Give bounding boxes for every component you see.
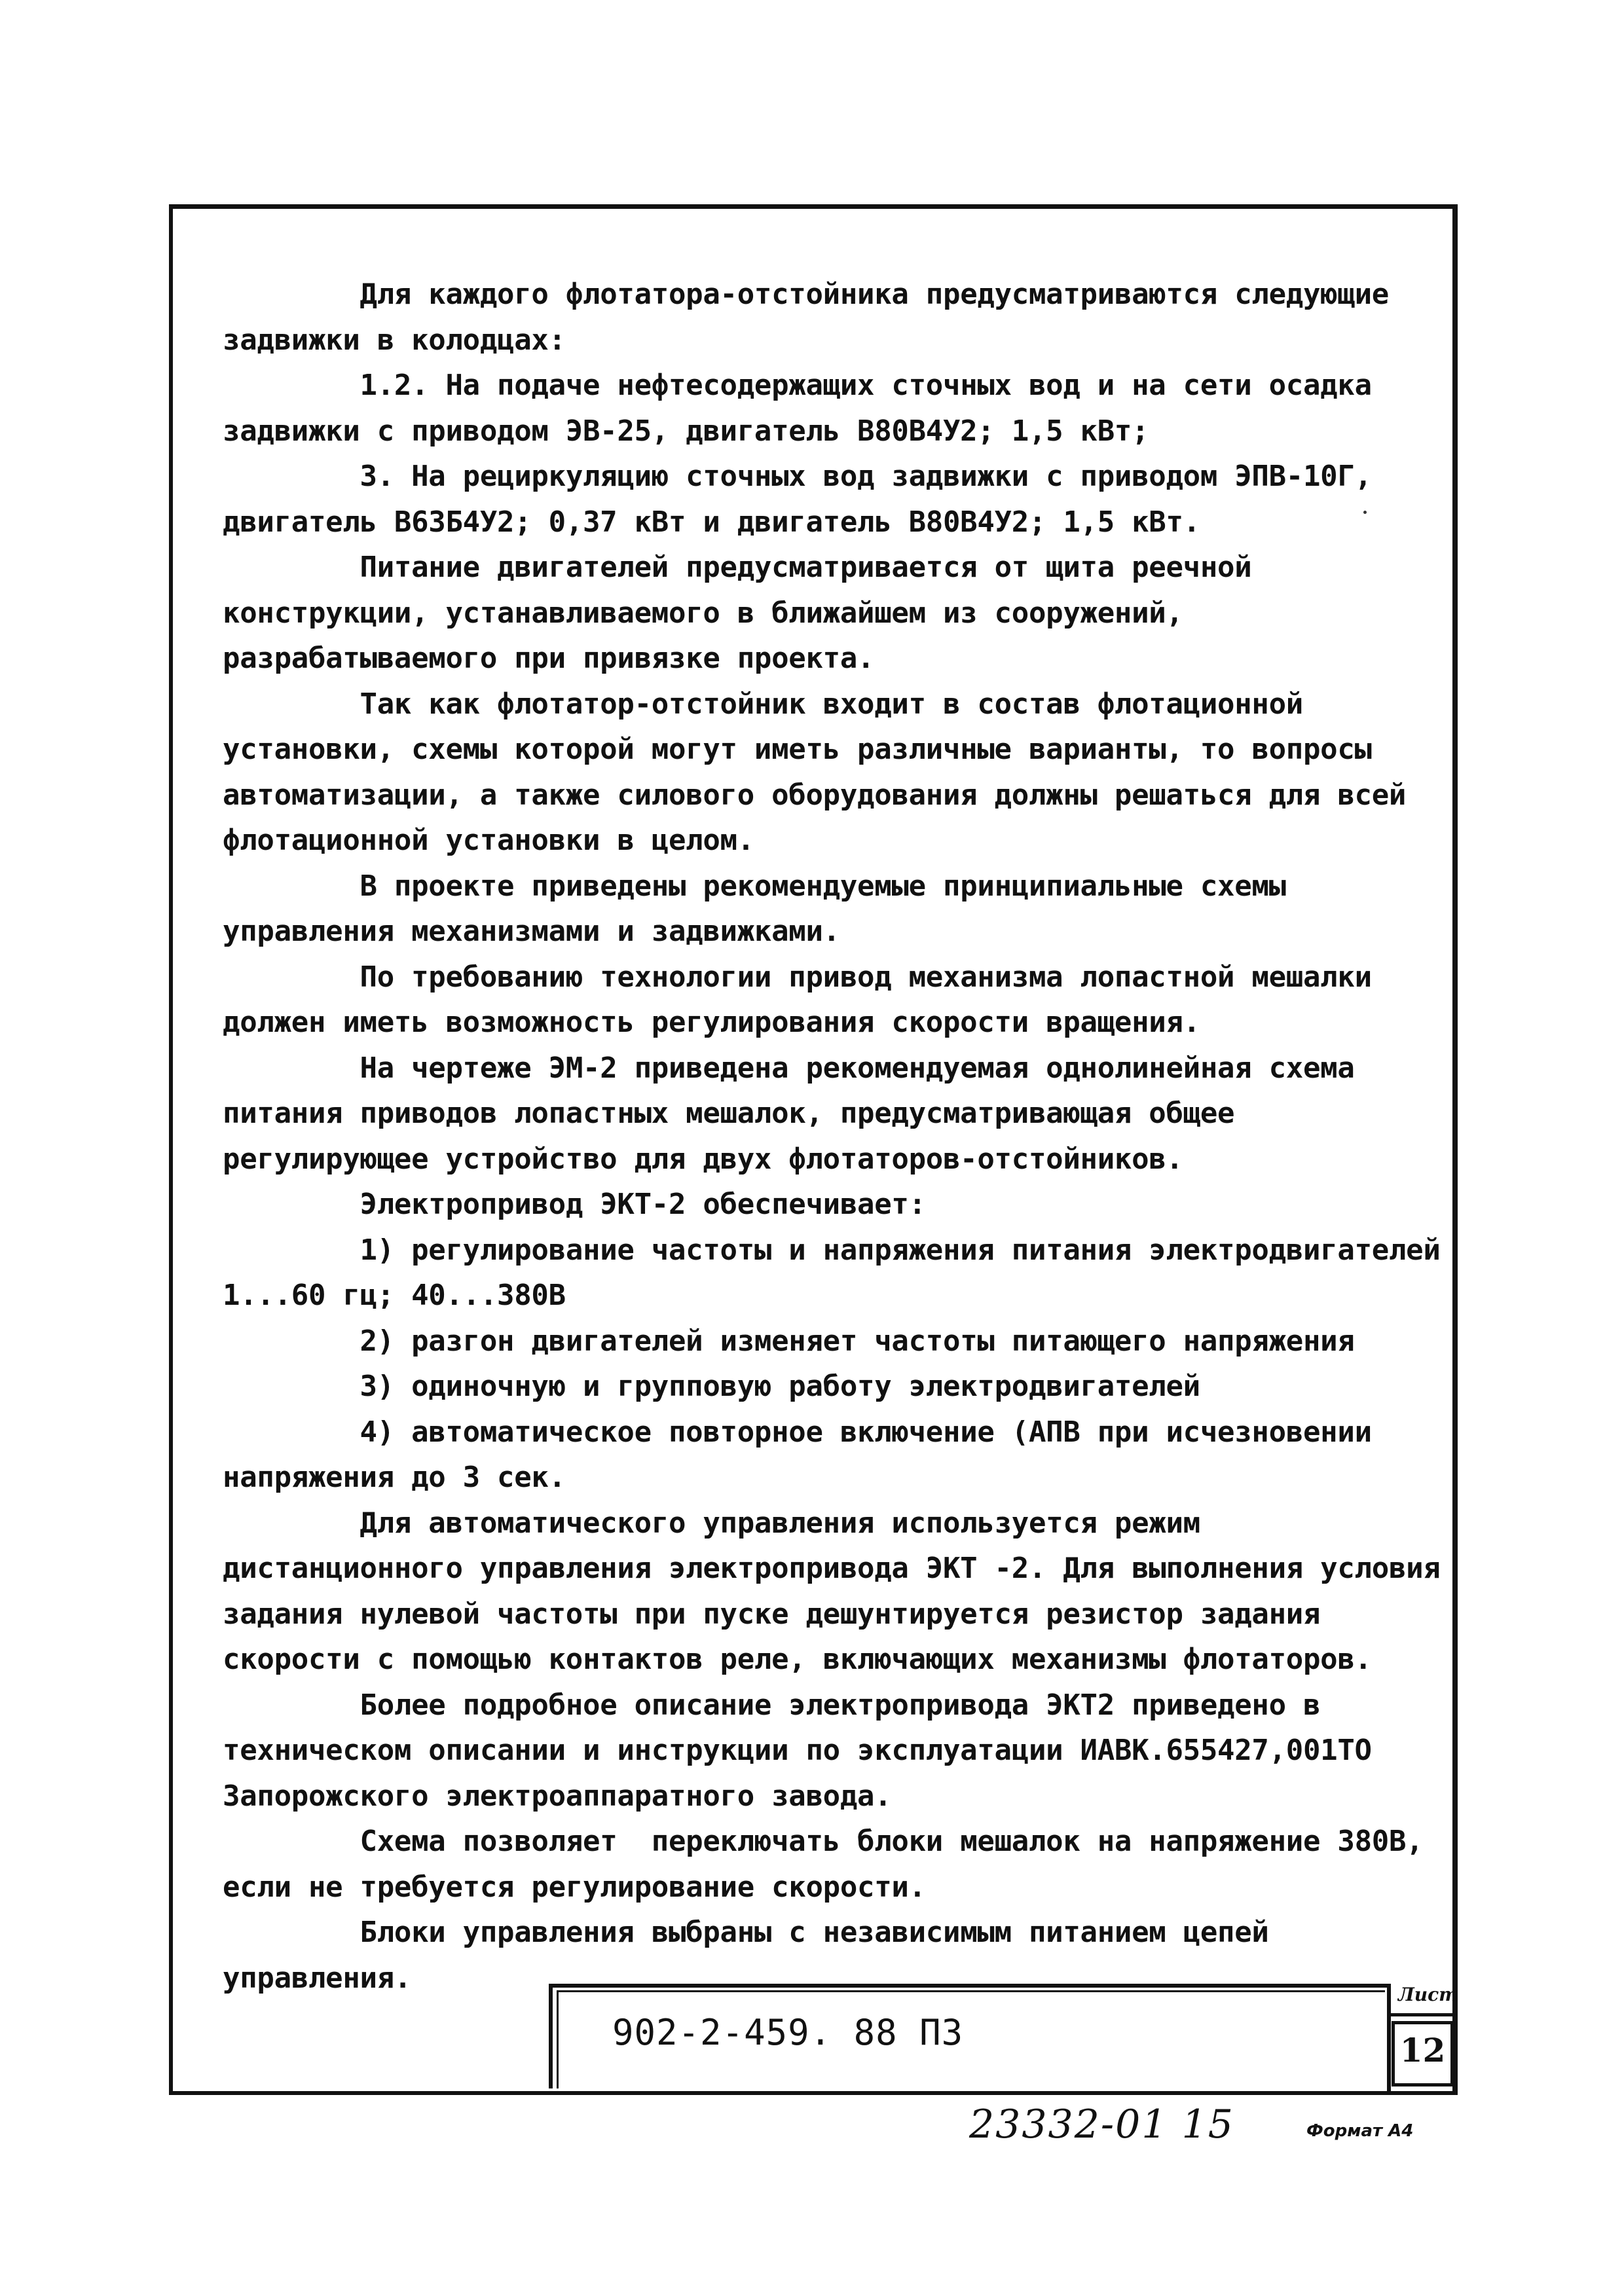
body-text — [223, 272, 1458, 2001]
paragraph: Более подробное описание электропривода ЭКТ2 приведено в техническом описании и инструкции по эксплуатации ИАВК.655427,001ТО Запорожского электроаппаратного завода. — [223, 1688, 1389, 1813]
paragraph: Питание двигателей предусматривается от щита реечной конструкции, устанавливаемого в ближайшем из сооружений, разрабатываемого при привязке проекта. — [223, 551, 1269, 675]
paragraph: На чертеже ЭМ-2 приведена рекомендуемая однолинейная схема питания приводов лопастных мешалок, предусматривающая общее регулирующее устройство для двух флотаторов-отстойников. — [223, 1051, 1372, 1176]
list-item: 4) автоматическое повторное включение (АПВ при исчезновении напряжения до 3 сек. — [223, 1415, 1389, 1494]
paragraph: Блоки управления выбраны с независимым питанием цепей управления. — [223, 1916, 1286, 1995]
list-item: 1) регулирование частоты и напряжения питания электродвигателей 1...60 гц; 40...380В — [223, 1233, 1458, 1312]
document-code: 902-2-459. 88 ПЗ — [612, 2012, 964, 2053]
paragraph: Для автоматического управления используется режим дистанционного управления электропривода ЭКТ -2. Для выполнения условия задания нулевой частоты при пуске дешунтируется резистор задания скорости с помощью контактов реле, включающих механизмы флотаторов. — [223, 1506, 1458, 1676]
sheet-number: 12 — [1399, 2031, 1446, 2069]
list-item: 3) одиночную и групповую работу электродвигателей — [223, 1370, 1200, 1403]
paragraph: 1.2. На подаче нефтесодержащих сточных вод и на сети осадка задвижки с приводом ЭВ-25, двигатель В80В4У2; 1,5 кВт; — [223, 369, 1389, 448]
list-item: 2) разгон двигателей изменяет частоты питающего напряжения — [223, 1324, 1355, 1358]
sheet-label: Лист — [1398, 1984, 1458, 2005]
inventory-number: 23332-01 15 — [969, 2102, 1234, 2147]
paragraph: Для каждого флотатора-отстойника предусматриваются следующие задвижки в колодцах: — [223, 278, 1407, 357]
paragraph: Электропривод ЭКТ-2 обеспечивает: — [223, 1188, 926, 1221]
paragraph: По требованию технологии привод механизма лопастной мешалки должен иметь возможность регулирования скорости вращения. — [223, 960, 1389, 1039]
paragraph: Схема позволяет переключать блоки мешалок на напряжение 380В, если не требуется регулирование скорости. — [223, 1825, 1441, 1904]
format-label: Формат А4 — [1306, 2121, 1414, 2141]
paragraph: В проекте приведены рекомендуемые принципиальные схемы управления механизмами и задвижками. — [223, 869, 1304, 948]
paragraph: 3. На рециркуляцию сточных вод задвижки с приводом ЭПВ-10Г, двигатель В63Б4У2; 0,37 кВт и двигатель В80В4У2; 1,5 кВт. — [223, 460, 1389, 539]
paragraph: Так как флотатор-отстойник входит в состав флотационной установки, схемы которой могут иметь различные варианты, то вопросы автоматизации, а также силового оборудования должны решаться для всей флотационной установки в целом. — [223, 687, 1424, 857]
